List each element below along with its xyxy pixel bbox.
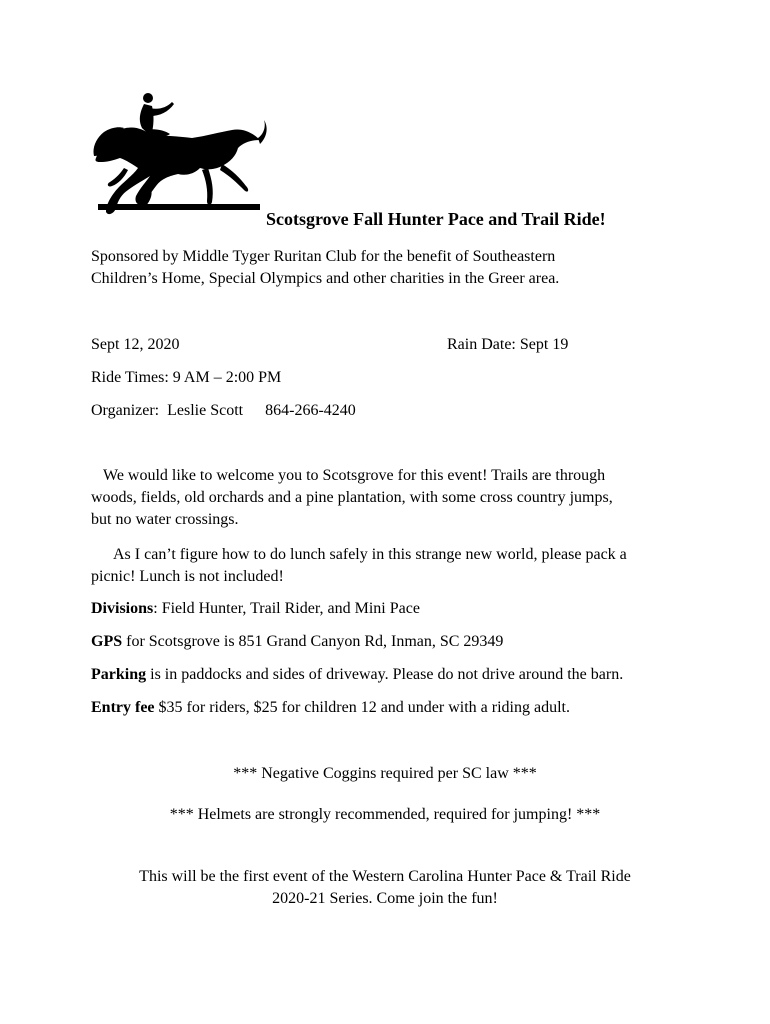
welcome-line-3: but no water crossings. [91,511,239,528]
entry-fee-text: $35 for riders, $25 for children 12 and under with a riding adult. [154,699,570,716]
welcome-line-1: We would like to welcome you to Scotsgrove for this event! Trails are through [103,467,606,484]
rain-date: Rain Date: Sept 19 [447,336,569,353]
gps-line [91,631,503,653]
sponsor-line-1: Sponsored by Middle Tyger Ruritan Club for the benefit of Southeastern [91,248,556,265]
organizer-phone: 864-266-4240 [265,402,356,419]
lunch-line-2: picnic! Lunch is not included! [91,568,284,585]
divisions-label: Divisions [91,600,154,617]
parking-text: is in paddocks and sides of driveway. Please do not drive around the barn. [146,666,624,683]
divisions-line [91,598,420,620]
page-title: Scotsgrove Fall Hunter Pace and Trail Ride! [266,209,606,229]
event-date: Sept 12, 2020 [91,336,180,353]
welcome-line-2: woods, fields, old orchards and a pine plantation, with some cross country jumps, [91,489,613,506]
closing-line-2: 2020-21 Series. Come join the fun! [272,890,498,907]
sponsor-line-2: Children’s Home, Special Olympics and other charities in the Greer area. [91,270,560,287]
lunch-line-1: As I can’t figure how to do lunch safely in this strange new world, please pack a [113,546,627,563]
closing-line-1: This will be the first event of the Western Carolina Hunter Pace & Trail Ride [139,868,631,885]
organizer-line [91,400,356,422]
gps-text: for Scotsgrove is 851 Grand Canyon Rd, Inman, SC 29349 [122,633,504,650]
gps-label: GPS [91,633,123,650]
divisions-text: : Field Hunter, Trail Rider, and Mini Pace [153,600,420,617]
ride-times: Ride Times: 9 AM – 2:00 PM [91,369,282,386]
organizer-label: Organizer: [91,402,160,419]
parking-label: Parking [91,666,147,683]
entry-fee-label: Entry fee [91,699,155,716]
entry-fee-line [91,697,570,719]
organizer-name: Leslie Scott [167,402,244,419]
coggins-notice: *** Negative Coggins required per SC law *** [233,765,537,782]
helmets-notice: *** Helmets are strongly recommended, required for jumping! *** [169,806,601,823]
horse-and-rider-jumping-icon [88,90,268,232]
parking-line [91,664,623,686]
